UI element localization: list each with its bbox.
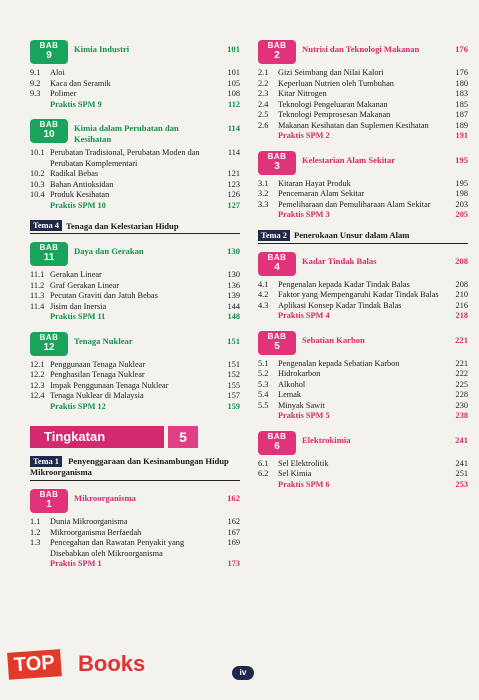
bab-badge xyxy=(30,242,68,266)
chapter-header xyxy=(30,119,240,144)
toc-entry xyxy=(258,179,468,190)
bab-badge xyxy=(258,151,296,175)
praktis-title: Praktis SPM 5 xyxy=(278,411,330,420)
entry-title: Pecutan Graviti dan Jatuh Bebas xyxy=(50,291,158,301)
chapter-title: Elektrokimia xyxy=(302,434,351,445)
entry-number: 10.4 xyxy=(30,190,45,200)
entry-number: 5.4 xyxy=(258,390,269,399)
toc-entry xyxy=(30,148,240,169)
bab-badge xyxy=(258,252,296,276)
entry-title: Sel Elektrolitik xyxy=(278,458,329,468)
bab-number: 12 xyxy=(43,341,55,353)
bab-word: BAB xyxy=(39,332,59,342)
entry-number: 2.3 xyxy=(258,89,269,98)
entry-page: 251 xyxy=(455,469,468,478)
praktis-title: Praktis SPM 9 xyxy=(50,99,102,109)
entry-number: 5.5 xyxy=(258,400,269,410)
bab-number: 2 xyxy=(274,50,280,61)
chapter-page: 195 xyxy=(455,154,468,165)
toc-entry xyxy=(258,390,468,401)
entry-page: 101 xyxy=(227,68,240,77)
right-column xyxy=(258,40,468,499)
praktis-page: 148 xyxy=(227,312,240,322)
entry-number: 4.2 xyxy=(258,290,269,299)
praktis-page: 159 xyxy=(227,401,240,411)
bab-badge xyxy=(258,331,296,355)
chapter-header xyxy=(258,151,468,175)
entry-number: 1.1 xyxy=(30,517,41,527)
chapter-bab3 xyxy=(258,151,468,221)
toc-entry xyxy=(258,68,468,79)
toc-entry xyxy=(30,517,240,528)
chapter-bab6 xyxy=(258,431,468,491)
chapter-header xyxy=(258,431,468,455)
entry-title: Penghasilan Tenaga Nuklear xyxy=(50,370,145,380)
entry-title: Gizi Seimbang dan Nilai Kalori xyxy=(278,68,384,77)
entry-page: 180 xyxy=(455,78,468,88)
entry-title: Dunia Mikroorganisma xyxy=(50,517,128,527)
toc-entry xyxy=(258,369,468,380)
tema-tag: Tema 2 xyxy=(258,230,290,241)
entry-number: 11.4 xyxy=(30,301,45,311)
praktis-entry xyxy=(30,201,240,212)
toc-entry xyxy=(258,100,468,111)
entry-page: 126 xyxy=(227,190,240,200)
chapter-page: 151 xyxy=(227,335,240,346)
praktis-title: Praktis SPM 1 xyxy=(50,559,102,569)
bab-number: 11 xyxy=(43,252,55,264)
chapter-bab1 xyxy=(30,489,240,570)
toc-entry xyxy=(30,79,240,90)
tema-tag: Tema 1 xyxy=(30,456,62,467)
entry-page: 139 xyxy=(227,291,240,301)
tema-4-heading xyxy=(30,220,240,234)
chapter-title: Tenaga Nuklear xyxy=(74,335,133,346)
toc-entry xyxy=(258,380,468,391)
entry-number: 2.2 xyxy=(258,78,269,88)
tema-title: Tenaga dan Kelestarian Hidup xyxy=(65,220,179,231)
praktis-title: Praktis SPM 3 xyxy=(278,210,330,219)
praktis-page: 205 xyxy=(455,210,468,219)
entry-page: 221 xyxy=(455,358,468,368)
entry-page: 189 xyxy=(455,120,468,130)
tema-tag: Tema 4 xyxy=(30,220,62,231)
entry-title: Alkohol xyxy=(278,379,306,389)
entry-title: Kitaran Hayat Produk xyxy=(278,178,351,188)
entry-page: 167 xyxy=(227,527,240,537)
entry-number: 9.2 xyxy=(30,78,41,88)
entry-page: 183 xyxy=(455,89,468,98)
left-column xyxy=(30,40,240,579)
chapter-header xyxy=(30,40,240,64)
chapter-page: 176 xyxy=(455,44,468,54)
entry-page: 203 xyxy=(455,199,468,209)
entry-page: 105 xyxy=(227,78,240,88)
bab-word: BAB xyxy=(39,120,59,129)
bab-number: 5 xyxy=(274,340,280,352)
bab-badge xyxy=(258,40,296,64)
entry-page: 151 xyxy=(227,359,240,369)
entry-title: Aloi xyxy=(50,68,65,77)
entry-title: Sel Kimia xyxy=(278,469,312,478)
toc-entry xyxy=(30,270,240,281)
entry-page: 108 xyxy=(227,89,240,98)
entry-page: 195 xyxy=(455,178,468,188)
praktis-title: Praktis SPM 2 xyxy=(278,131,330,140)
chapter-page: 130 xyxy=(227,246,240,257)
bab-word: BAB xyxy=(267,252,287,262)
toc-entry xyxy=(30,370,240,381)
bab-word: BAB xyxy=(267,151,287,161)
entry-number: 5.2 xyxy=(258,369,269,378)
chapter-page: 241 xyxy=(455,434,468,445)
entry-number: 9.3 xyxy=(30,89,41,98)
toc-entry xyxy=(258,200,468,211)
chapter-page: 221 xyxy=(455,334,468,345)
entry-number: 11.1 xyxy=(30,270,45,280)
entry-title: Aplikasi Konsep Kadar Tindak Balas xyxy=(278,300,402,310)
entry-title: Mikroorganisma Berfaedah xyxy=(50,527,142,537)
entry-page: 155 xyxy=(227,380,240,390)
toc-entry xyxy=(258,359,468,370)
praktis-page: 253 xyxy=(455,479,468,489)
chapter-bab11 xyxy=(30,242,240,323)
praktis-page: 238 xyxy=(455,411,468,420)
entry-page: 130 xyxy=(227,270,240,280)
entry-number: 1.3 xyxy=(30,538,41,548)
entry-number: 3.3 xyxy=(258,199,269,209)
entry-title: Faktor yang Mempengaruhi Kadar Tindak Balas xyxy=(278,290,439,299)
praktis-page: 127 xyxy=(227,200,240,210)
entry-number: 3.1 xyxy=(258,178,269,188)
toc-entry xyxy=(30,391,240,402)
praktis-entry xyxy=(30,100,240,111)
entry-page: 228 xyxy=(455,390,468,399)
bab-number: 1 xyxy=(46,499,52,511)
praktis-entry xyxy=(30,402,240,413)
praktis-entry xyxy=(258,311,468,322)
entry-number: 2.6 xyxy=(258,120,269,130)
praktis-entry xyxy=(258,411,468,422)
entry-title: Gerakan Linear xyxy=(50,270,102,280)
entry-title: Produk Kesihatan xyxy=(50,190,110,200)
entry-number: 1.2 xyxy=(30,527,41,537)
tema-title: Penerokaan Unsur dalam Alam xyxy=(293,230,410,240)
bab-badge xyxy=(30,332,68,356)
tingkatan-number: 5 xyxy=(168,426,198,448)
bab-number: 9 xyxy=(46,50,52,61)
praktis-page: 112 xyxy=(228,99,240,109)
entry-number: 11.2 xyxy=(30,280,45,290)
entry-page: 185 xyxy=(455,99,468,109)
toc-entry xyxy=(30,528,240,539)
toc-entry xyxy=(30,360,240,371)
entry-page: 241 xyxy=(455,458,468,468)
praktis-page: 173 xyxy=(227,559,240,569)
chapter-page: 114 xyxy=(227,123,240,133)
toc-entry xyxy=(258,469,468,480)
chapter-title: Nutrisi dan Teknologi Makanan xyxy=(302,44,420,54)
chapter-title: Sebatian Karbon xyxy=(302,334,365,345)
toc-entry xyxy=(30,302,240,313)
chapter-bab4 xyxy=(258,252,468,322)
bab-badge xyxy=(30,489,68,513)
toc-entry xyxy=(30,89,240,100)
bab-word: BAB xyxy=(267,41,287,50)
entry-title: Makanan Kesihatan dan Suplemen Kesihatan xyxy=(278,120,429,130)
toc-entry xyxy=(258,301,468,312)
chapter-header xyxy=(258,252,468,276)
entry-number: 2.4 xyxy=(258,99,269,109)
toc-entry xyxy=(258,121,468,132)
entry-title: Jisim dan Inersia xyxy=(50,301,107,311)
toc-entry xyxy=(30,190,240,201)
bab-word: BAB xyxy=(267,431,287,441)
praktis-entry xyxy=(258,210,468,221)
chapter-page: 162 xyxy=(227,493,240,504)
toc-entry xyxy=(30,68,240,79)
entry-page: 210 xyxy=(455,290,468,299)
tema-title: Penyenggaraan dan Kesinambungan Hidup Mikroorganisma xyxy=(30,456,229,478)
entry-title: Bahan Antioksidan xyxy=(50,179,114,189)
entry-title: Pencemaran Alam Sekitar xyxy=(278,189,365,198)
entry-page: 152 xyxy=(227,370,240,380)
entry-number: 3.2 xyxy=(258,189,269,198)
entry-page: 162 xyxy=(227,517,240,527)
toc-entry xyxy=(258,459,468,470)
praktis-title: Praktis SPM 4 xyxy=(278,311,330,320)
toc-entry xyxy=(258,290,468,301)
praktis-title: Praktis SPM 6 xyxy=(278,479,330,489)
toc-entry xyxy=(258,89,468,100)
praktis-entry xyxy=(30,312,240,323)
entry-number: 11.3 xyxy=(30,291,45,301)
entry-number: 12.4 xyxy=(30,391,45,401)
praktis-page: 191 xyxy=(455,131,468,140)
entry-title: Kaca dan Seramik xyxy=(50,78,111,88)
entry-page: 169 xyxy=(227,538,240,548)
toc-entry xyxy=(258,280,468,291)
watermark-logo xyxy=(0,645,190,695)
chapter-page: 101 xyxy=(227,44,240,54)
entry-title: Kitar Nitrogen xyxy=(278,89,327,98)
entry-number: 6.1 xyxy=(258,458,269,468)
entry-page: 225 xyxy=(455,379,468,389)
entry-page: 157 xyxy=(227,391,240,401)
entry-page: 144 xyxy=(227,301,240,311)
entry-page: 136 xyxy=(227,280,240,290)
chapter-header xyxy=(30,489,240,513)
entry-number: 12.3 xyxy=(30,380,45,390)
chapter-header xyxy=(258,331,468,355)
entry-title: Pengenalan kepada Sebatian Karbon xyxy=(278,358,400,368)
chapter-bab2 xyxy=(258,40,468,142)
chapter-bab5 xyxy=(258,331,468,422)
chapter-page: 208 xyxy=(455,255,468,266)
entry-number: 6.2 xyxy=(258,469,269,478)
entry-title: Radikal Bebas xyxy=(50,169,99,179)
entry-title: Pengenalan kepada Kadar Tindak Balas xyxy=(278,279,410,289)
entry-page: 176 xyxy=(455,68,468,77)
chapter-title: Kadar Tindak Balas xyxy=(302,255,377,266)
toc-entry xyxy=(258,189,468,200)
bab-word: BAB xyxy=(39,41,59,50)
entry-title: Keperluan Nutrien oleh Tumbuhan xyxy=(278,78,394,88)
chapter-title: Daya dan Gerakan xyxy=(74,246,144,257)
entry-page: 222 xyxy=(455,369,468,378)
tema-1-heading xyxy=(30,456,240,481)
toc-entry xyxy=(30,169,240,180)
toc-entry xyxy=(30,291,240,302)
bab-badge xyxy=(30,40,68,64)
entry-number: 2.1 xyxy=(258,68,269,77)
bab-word: BAB xyxy=(267,331,287,341)
praktis-title: Praktis SPM 12 xyxy=(50,401,106,411)
entry-number: 2.5 xyxy=(258,110,269,119)
entry-page: 216 xyxy=(455,300,468,310)
chapter-title: Kelestarian Alam Sekitar xyxy=(302,154,396,165)
chapter-bab12 xyxy=(30,332,240,413)
entry-page: 230 xyxy=(455,400,468,410)
entry-title: Pencegahan dan Rawatan Penyakit yang Disebabkan oleh Mikroorganisma xyxy=(50,538,185,558)
tema-2-heading xyxy=(258,230,468,244)
page-number: iv xyxy=(232,666,254,680)
entry-title: Polimer xyxy=(50,89,77,98)
entry-number: 12.1 xyxy=(30,359,45,369)
bab-word: BAB xyxy=(39,243,59,253)
chapter-bab9 xyxy=(30,40,240,110)
entry-title: Penggunaan Tenaga Nuklear xyxy=(50,359,146,369)
entry-title: Teknologi Pemprosesan Makanan xyxy=(278,110,391,119)
chapter-bab10 xyxy=(30,119,240,211)
praktis-entry xyxy=(258,131,468,142)
entry-page: 198 xyxy=(455,189,468,198)
entry-page: 123 xyxy=(227,179,240,189)
bab-number: 6 xyxy=(274,440,280,452)
chapter-header xyxy=(30,242,240,266)
bab-number: 4 xyxy=(274,261,280,273)
entry-number: 12.2 xyxy=(30,370,45,380)
entry-title: Pemeliharaan dan Pemuliharaan Alam Sekitar xyxy=(278,199,431,209)
bab-badge xyxy=(30,119,68,143)
bab-number: 10 xyxy=(43,129,55,140)
bab-badge xyxy=(258,431,296,455)
entry-page: 208 xyxy=(455,279,468,289)
praktis-title: Praktis SPM 10 xyxy=(50,200,106,210)
chapter-title: Mikroorganisma xyxy=(74,493,136,504)
entry-title: Lemak xyxy=(278,390,302,399)
chapter-header xyxy=(30,332,240,356)
entry-number: 5.3 xyxy=(258,379,269,389)
entry-title: Impak Penggunaan Tenaga Nuklear xyxy=(50,380,169,390)
entry-number: 5.1 xyxy=(258,358,269,368)
entry-number: 10.3 xyxy=(30,179,45,189)
toc-entry xyxy=(258,110,468,121)
entry-number: 4.3 xyxy=(258,300,269,310)
entry-title: Minyak Sawit xyxy=(278,400,325,410)
praktis-entry xyxy=(258,480,468,491)
entry-number: 4.1 xyxy=(258,279,269,289)
chapter-title: Kimia dalam Perubatan dan Kesihatan xyxy=(74,123,179,144)
entry-number: 10.1 xyxy=(30,148,45,158)
praktis-title: Praktis SPM 11 xyxy=(50,312,106,322)
toc-entry xyxy=(30,180,240,191)
chapter-header xyxy=(258,40,468,64)
tingkatan-banner xyxy=(30,426,240,448)
toc-entry xyxy=(30,538,240,559)
entry-title: Hidrokarbon xyxy=(278,369,321,378)
toc-entry xyxy=(30,381,240,392)
entry-title: Tenaga Nuklear di Malaysia xyxy=(50,391,144,401)
toc-entry xyxy=(258,79,468,90)
toc-entry xyxy=(30,281,240,292)
bab-number: 3 xyxy=(274,160,280,172)
entry-number: 9.1 xyxy=(30,68,41,77)
entry-page: 121 xyxy=(227,169,240,179)
praktis-page: 218 xyxy=(455,311,468,320)
praktis-entry xyxy=(30,559,240,570)
entry-number: 10.2 xyxy=(30,169,45,179)
bab-word: BAB xyxy=(39,490,59,500)
entry-title: Teknologi Pengeluaran Makanan xyxy=(278,99,388,109)
chapter-title: Kimia Industri xyxy=(74,44,130,54)
entry-title: Perubatan Tradisional, Perubatan Moden dan Perubatan Komplementari xyxy=(50,148,200,168)
tingkatan-label: Tingkatan xyxy=(30,426,164,448)
entry-title: Graf Gerakan Linear xyxy=(50,280,120,290)
watermark-top: TOP xyxy=(7,649,62,680)
entry-page: 114 xyxy=(227,148,240,158)
toc-entry xyxy=(258,401,468,412)
entry-page: 187 xyxy=(455,110,468,119)
watermark-books: Books xyxy=(78,651,146,676)
